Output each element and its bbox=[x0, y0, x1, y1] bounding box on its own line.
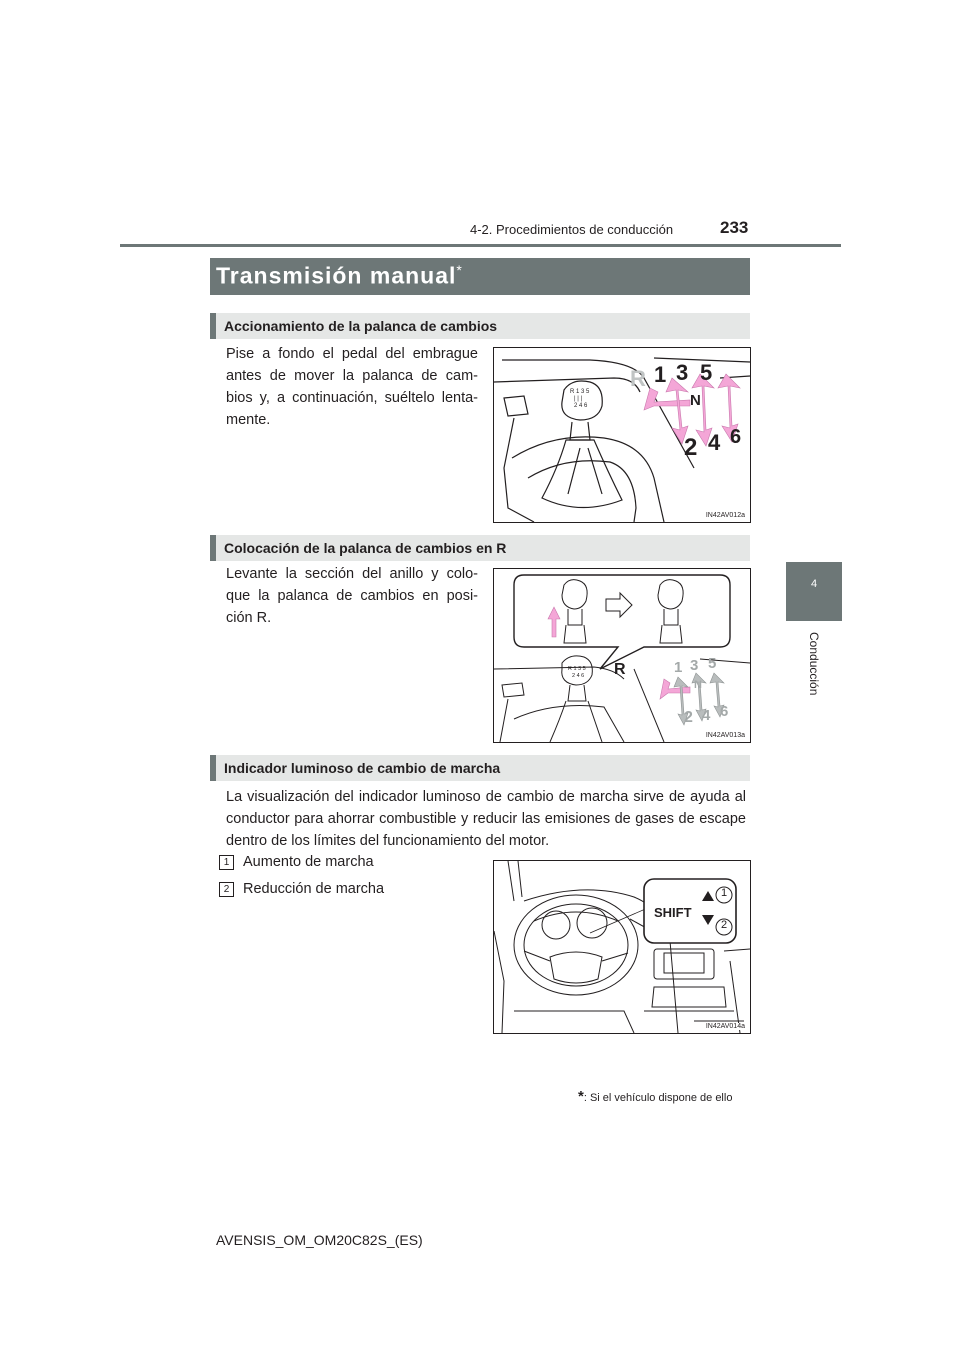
svg-text:2 4 6: 2 4 6 bbox=[572, 673, 585, 679]
item-label: Reducción de marcha bbox=[243, 881, 385, 897]
figure-code: IN42AV013a bbox=[705, 732, 745, 739]
gear-label: N bbox=[690, 392, 701, 409]
svg-text:R 1 3 5: R 1 3 5 bbox=[570, 389, 590, 395]
item-number-box: 2 bbox=[219, 882, 234, 897]
item-number-box: 1 bbox=[219, 855, 234, 870]
callout-number: 1 bbox=[720, 887, 728, 899]
gear-label: 2 bbox=[684, 709, 693, 726]
section-heading-bar bbox=[210, 313, 750, 339]
running-header-section: 4-2. Procedimientos de conducción bbox=[470, 222, 674, 237]
section-text: Pise a fondo el pedal del embrague antes de mover la palanca de cam-bios y, a continuación, suéltelo lenta-mente. bbox=[226, 346, 478, 428]
figure-code: IN42AV012a bbox=[705, 512, 745, 519]
gear-label: N bbox=[694, 679, 702, 691]
section-heading: Accionamiento de la palanca de cambios bbox=[224, 318, 498, 334]
gear-lever-illustration bbox=[493, 347, 751, 523]
gear-label: 2 bbox=[684, 434, 698, 461]
svg-text:| | |: | | | bbox=[574, 396, 583, 402]
item-label: Aumento de marcha bbox=[243, 854, 374, 870]
gear-label: 4 bbox=[708, 430, 721, 455]
section-text: Levante la sección del anillo y colo-que la palanca de cambios en posi-ción R. bbox=[226, 566, 478, 626]
section-heading-bar bbox=[210, 535, 750, 561]
section-heading: Colocación de la palanca de cambios en R bbox=[224, 540, 507, 556]
gear-label: 1 bbox=[654, 362, 667, 387]
svg-text:R 1 3 5: R 1 3 5 bbox=[568, 666, 586, 672]
chapter-tab-label bbox=[806, 632, 822, 722]
shift-indicator-label: SHIFT bbox=[654, 905, 692, 920]
gear-label: 4 bbox=[702, 707, 711, 724]
figure-code: IN42AV014a bbox=[705, 1023, 745, 1030]
gear-label: 5 bbox=[708, 655, 717, 672]
section-heading: Indicador luminoso de cambio de marcha bbox=[224, 760, 501, 776]
chapter-tab-label-text: Conducción bbox=[807, 632, 821, 696]
page-number: 233 bbox=[720, 218, 749, 237]
dashboard-drawing bbox=[494, 861, 750, 1033]
reverse-gear-illustration bbox=[493, 568, 751, 743]
section-accent bbox=[210, 755, 216, 781]
page-title bbox=[216, 262, 463, 290]
callout-number: 2 bbox=[720, 919, 728, 931]
shift-indicator-illustration bbox=[493, 860, 751, 1034]
gear-label: 1 bbox=[674, 659, 683, 676]
section-heading-bar bbox=[210, 755, 750, 781]
gear-label: 6 bbox=[720, 703, 729, 720]
chapter-tab-number: 4 bbox=[810, 578, 818, 590]
footer-document-code: AVENSIS_OM_OM20C82S_(ES) bbox=[216, 1232, 423, 1248]
footnote bbox=[578, 1088, 732, 1105]
footnote-asterisk: * bbox=[578, 1088, 584, 1105]
page-title-text: Transmisión manual bbox=[216, 262, 457, 289]
title-asterisk: * bbox=[456, 262, 463, 278]
gear-label: 3 bbox=[690, 657, 699, 674]
gear-label: R bbox=[614, 661, 626, 678]
footnote-text: : Si el vehículo dispone de ello bbox=[583, 1092, 733, 1104]
section-accent bbox=[210, 313, 216, 339]
gear-label: 6 bbox=[730, 426, 742, 448]
gear-label: R bbox=[630, 366, 646, 391]
section-accent bbox=[210, 535, 216, 561]
svg-text:2 4 6: 2 4 6 bbox=[574, 403, 588, 409]
section-text: La visualización del indicador luminoso de cambio de marcha sirve de ayuda al conductor para ahorrar combustible y reducir las emisiones de gases de escape dentro de los límites del funcionamiento del motor. bbox=[226, 789, 746, 849]
header-rule bbox=[120, 244, 841, 247]
gear-label: 5 bbox=[700, 360, 713, 385]
chapter-tab bbox=[786, 562, 842, 621]
gear-label: 3 bbox=[676, 360, 689, 385]
